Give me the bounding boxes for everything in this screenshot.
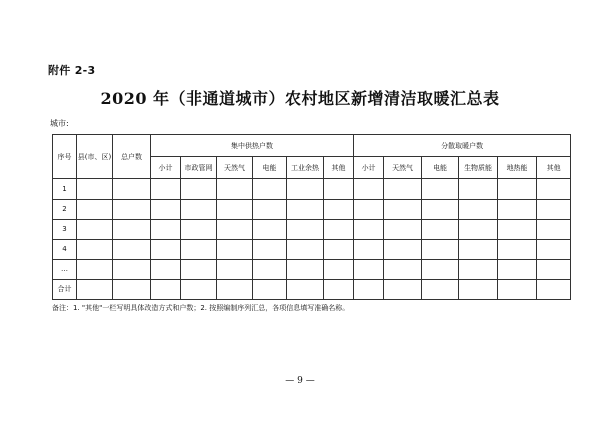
table-cell [422,199,459,219]
table-row [53,239,571,259]
header-dispersed-subtotal: 小计 [354,157,384,179]
header-dispersed-geothermal: 地热能 [498,157,537,179]
table-cell [77,239,113,259]
table-cell [181,219,217,239]
table-cell [498,259,537,279]
table-cell [77,219,113,239]
table-cell [354,259,384,279]
table-cell [217,179,253,199]
page-number: — 9 — [285,376,315,386]
table-cell [498,199,537,219]
table-cell [253,199,287,219]
table-cell [422,239,459,259]
header-central-other: 其他 [324,157,354,179]
table-cell [384,259,422,279]
table-cell [113,239,151,259]
table-cell [181,199,217,219]
table-cell [151,279,181,299]
row-seq: 4 [53,239,77,259]
table-row [53,199,571,219]
table-cell [459,199,498,219]
page-title: 2020 年（非通道城市）农村地区新增清洁取暖汇总表 [100,89,500,108]
table-cell [287,239,324,259]
header-dispersed-biomass: 生物质能 [459,157,498,179]
table-cell [459,179,498,199]
summary-table [52,134,571,300]
table-cell [459,259,498,279]
table-cell [354,199,384,219]
table-cell [77,199,113,219]
table-cell [422,179,459,199]
table-cell [422,219,459,239]
table-cell [384,199,422,219]
city-label: 城市: [50,119,69,128]
table-cell [324,259,354,279]
table-cell [217,279,253,299]
table-cell [77,259,113,279]
table-cell [498,279,537,299]
table-cell [287,279,324,299]
table-cell [537,219,571,239]
table-cell [77,279,113,299]
row-total-label: 合计 [53,279,77,299]
table-cell [151,259,181,279]
row-seq: 1 [53,179,77,199]
table-cell [181,179,217,199]
table-cell [151,179,181,199]
header-dispersed-heating: 分散取暖户数 [354,135,571,157]
table-cell [113,279,151,299]
table-cell [354,219,384,239]
table-cell [384,239,422,259]
header-seq: 序号 [53,135,77,179]
row-seq: … [53,259,77,279]
header-dispersed-other: 其他 [537,157,571,179]
table-cell [324,219,354,239]
table-cell [324,179,354,199]
table-cell [151,199,181,219]
header-central-municipal: 市政管网 [181,157,217,179]
header-county: 县(市、区) [77,135,113,179]
table-cell [459,239,498,259]
table-row [53,219,571,239]
table-cell [217,219,253,239]
table-cell [384,179,422,199]
table-cell [498,239,537,259]
table-cell [253,219,287,239]
table-cell [354,279,384,299]
table-cell [537,259,571,279]
table-cell [113,179,151,199]
table-cell [384,219,422,239]
table-cell [253,279,287,299]
table-cell [151,239,181,259]
table-cell [113,219,151,239]
table-cell [287,199,324,219]
table-cell [422,279,459,299]
table-row [53,259,571,279]
table-cell [151,219,181,239]
table-cell [287,259,324,279]
row-seq: 3 [53,219,77,239]
table-row-total [53,279,571,299]
table-cell [253,259,287,279]
table-cell [354,239,384,259]
table-cell [459,279,498,299]
table-cell [217,199,253,219]
header-central-gas: 天然气 [217,157,253,179]
table-cell [422,259,459,279]
table-cell [498,219,537,239]
table-cell [324,199,354,219]
footnote: 备注：1. "其他"一栏写明具体改造方式和户数；2. 按照编制序列汇总，各项信息填写准确名称。 [52,304,350,312]
header-dispersed-electric: 电能 [422,157,459,179]
table-header-row-1 [53,135,571,157]
table-cell [324,279,354,299]
table-cell [181,279,217,299]
table-cell [217,259,253,279]
header-central-electric: 电能 [253,157,287,179]
table-cell [537,179,571,199]
table-cell [217,239,253,259]
table-cell [537,199,571,219]
table-cell [324,239,354,259]
table-cell [253,179,287,199]
table-cell [113,259,151,279]
header-central-industrial: 工业余热 [287,157,324,179]
table-cell [113,199,151,219]
table-cell [384,279,422,299]
annex-label: 附件 2-3 [48,64,96,77]
table-cell [287,219,324,239]
row-seq: 2 [53,199,77,219]
table-cell [354,179,384,199]
table-cell [181,259,217,279]
header-dispersed-gas: 天然气 [384,157,422,179]
table-cell [77,179,113,199]
table-cell [459,219,498,239]
table-cell [498,179,537,199]
table-cell [537,239,571,259]
table-cell [253,239,287,259]
table-cell [287,179,324,199]
header-central-subtotal: 小计 [151,157,181,179]
table-cell [537,279,571,299]
table-row [53,179,571,199]
header-central-heating: 集中供热户数 [151,135,354,157]
table-cell [181,239,217,259]
header-total: 总户数 [113,135,151,179]
